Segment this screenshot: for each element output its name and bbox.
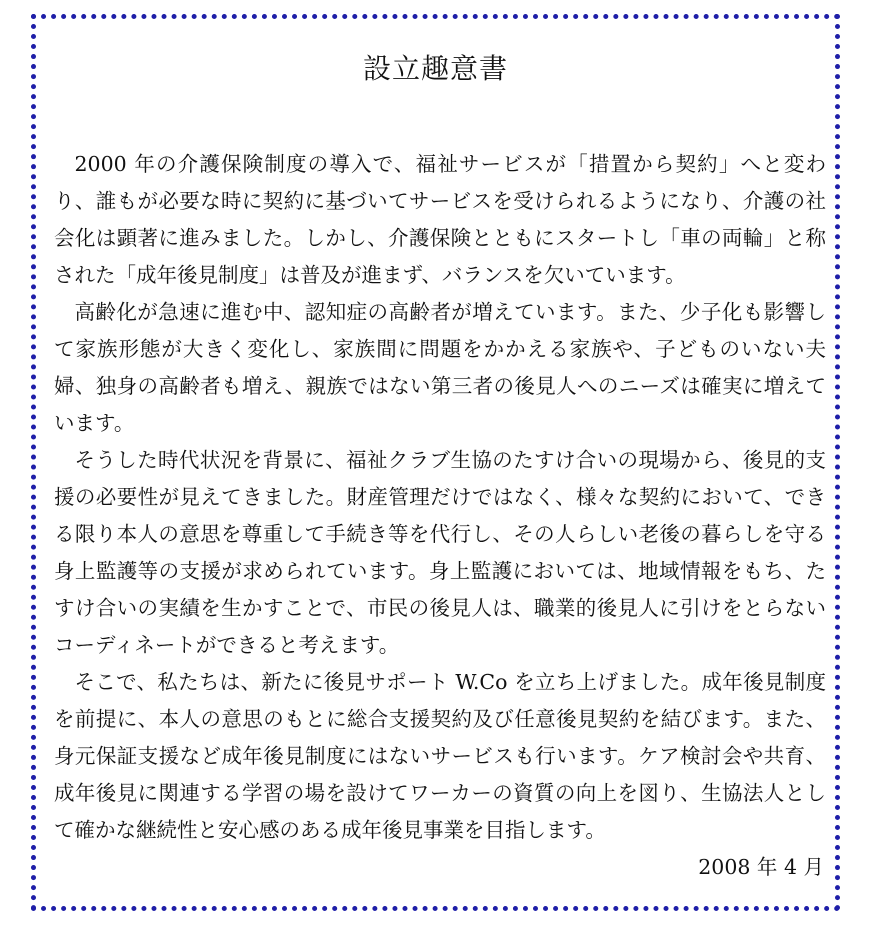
document-title: 設立趣意書 xyxy=(362,52,508,85)
paragraph-4: そこで、私たちは、新たに後見サポート W.Co を立ち上げました。成年後見制度を前提に、本人の意思のもとに総合支援契約及び任意後見契約を結びます。また、身元保証支援など成年後見制度にはないサービスも行います。ケア検討会や共育、成年後見に関連する学習の場を設けてワーカーの資質の向上を図り、生協法人として確かな継続性と安心感のある成年後見事業を目指します。 xyxy=(54,670,826,842)
document-frame xyxy=(31,14,840,911)
paragraph-3: そうした時代状況を背景に、福祉クラブ生協のたすけ合いの現場から、後見的支援の必要性が見えてきました。財産管理だけではなく、様々な契約において、できる限り本人の意思を尊重して手続き等を代行し、その人らしい老後の暮らしを守る身上監護等の支援が求められています。身上監護においては、地域情報をもち、たすけ合いの実績を生かすことで、市民の後見人は、職業的後見人に引けをとらないコーディネートができると考えます。 xyxy=(54,448,826,657)
paragraph-1: 2000 年の介護保険制度の導入で、福祉サービスが「措置から契約」へと変わり、誰もが必要な時に契約に基づいてサービスを受けられるようになり、介護の社会化は顕著に進みました。しかし、介護保険とともにスタートし「車の両輪」と称された「成年後見制度」は普及が進まず、バランスを欠いています。 xyxy=(54,152,826,287)
paragraph-2: 高齢化が急速に進む中、認知症の高齢者が増えています。また、少子化も影響して家族形態が大きく変化し、家族間に問題をかかえる家族や、子どものいない夫婦、独身の高齢者も増え、親族ではない第三者の後見人へのニーズは確実に増えています。 xyxy=(54,300,826,435)
document-body xyxy=(54,146,826,886)
document-date: 2008 年 4 月 xyxy=(698,855,824,879)
